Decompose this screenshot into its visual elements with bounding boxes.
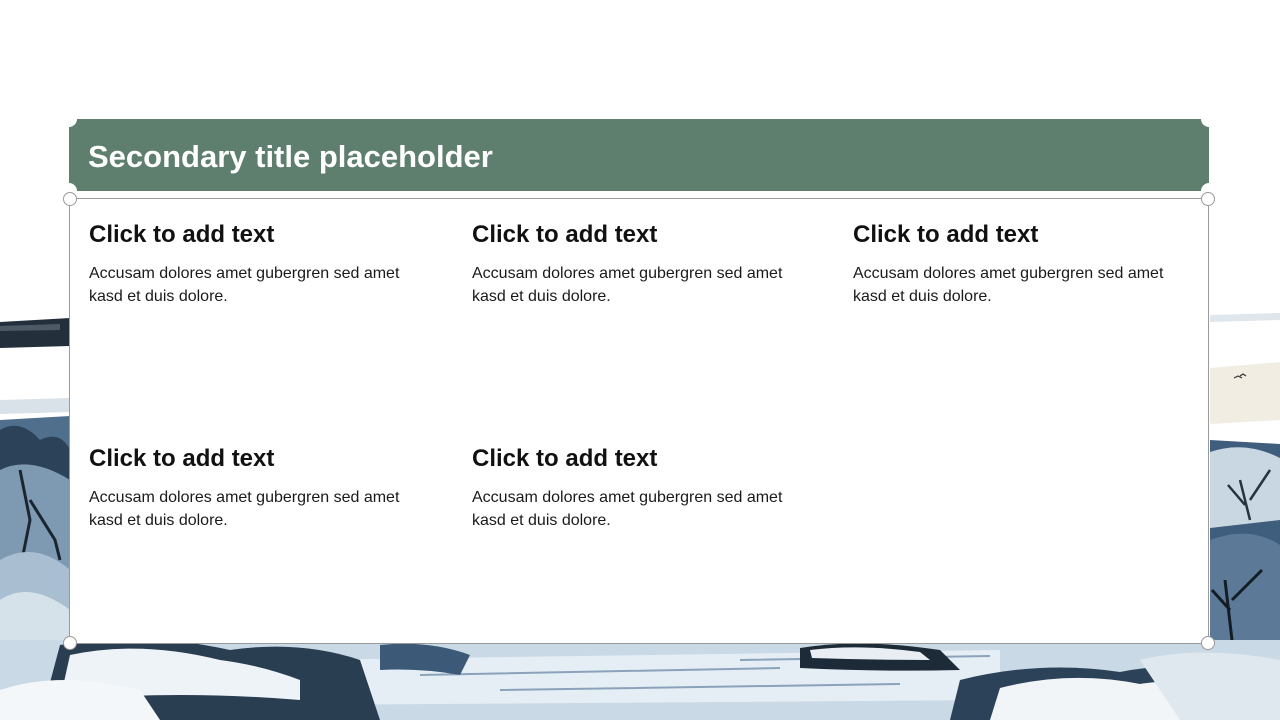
- text-block-4[interactable]: [89, 445, 429, 532]
- text-block-3[interactable]: [853, 221, 1193, 308]
- text-block-body[interactable]: Accusam dolores amet gubergren sed amet kasd et duis dolore.: [89, 489, 400, 529]
- text-block-heading[interactable]: Click to add text: [472, 221, 658, 248]
- text-block-body[interactable]: Accusam dolores amet gubergren sed amet kasd et duis dolore.: [89, 265, 400, 305]
- text-block-body[interactable]: Accusam dolores amet gubergren sed amet kasd et duis dolore.: [472, 489, 783, 529]
- text-block-heading[interactable]: Click to add text: [89, 445, 275, 472]
- panel-corner-notch: [1201, 636, 1215, 650]
- text-block-1[interactable]: [89, 221, 429, 308]
- panel-corner-notch: [63, 192, 77, 206]
- panel-corner-notch: [1201, 192, 1215, 206]
- text-block-heading[interactable]: Click to add text: [472, 445, 658, 472]
- title-band-corner-notch: [1201, 111, 1217, 127]
- text-block-body[interactable]: Accusam dolores amet gubergren sed amet kasd et duis dolore.: [472, 265, 783, 305]
- text-block-2[interactable]: [472, 221, 812, 308]
- text-block-5[interactable]: [472, 445, 812, 532]
- text-block-body[interactable]: Accusam dolores amet gubergren sed amet kasd et duis dolore.: [853, 265, 1164, 305]
- content-panel: [69, 198, 1209, 644]
- title-band-corner-notch: [61, 111, 77, 127]
- text-block-heading[interactable]: Click to add text: [853, 221, 1039, 248]
- text-block-heading[interactable]: Click to add text: [89, 221, 275, 248]
- panel-corner-notch: [63, 636, 77, 650]
- title-band: [69, 119, 1209, 191]
- slide-title[interactable]: Secondary title placeholder: [88, 139, 493, 174]
